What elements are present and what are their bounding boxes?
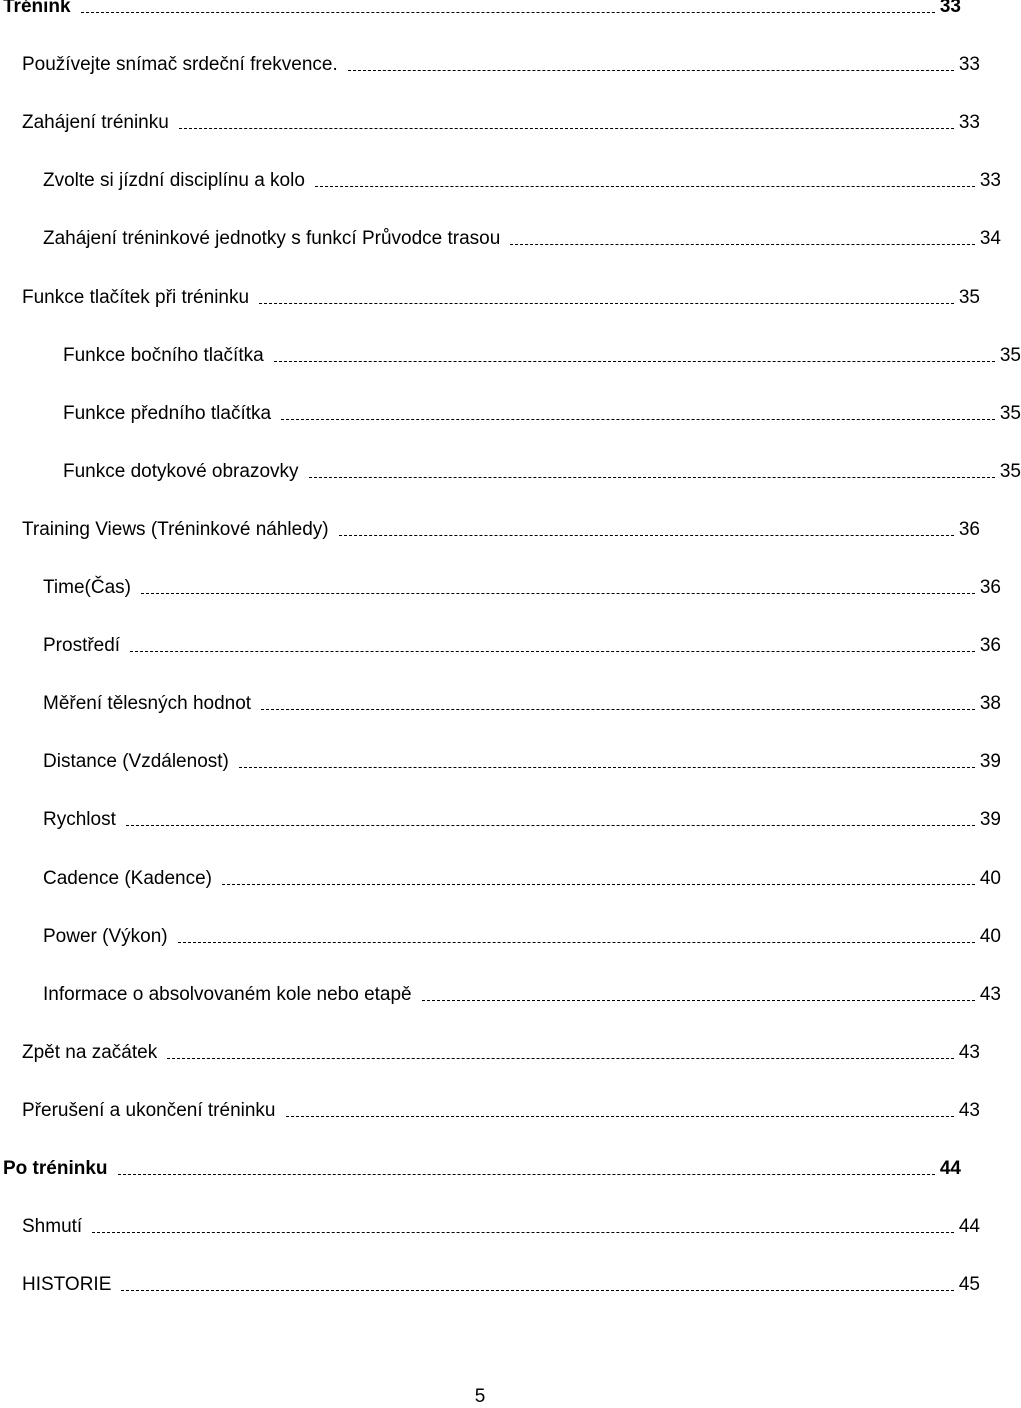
dot-leader <box>261 709 975 710</box>
dot-leader <box>126 825 975 826</box>
toc-entry-page: 36 <box>979 577 1001 598</box>
toc-entry[interactable] <box>0 685 1001 715</box>
dot-leader <box>281 419 995 420</box>
dot-leader <box>348 70 954 71</box>
toc-entry-title: Funkce bočního tlačítka <box>63 344 264 366</box>
toc-entry-title: Trénink <box>3 0 71 17</box>
toc-entry-title: Přerušení a ukončení tréninku <box>22 1099 276 1121</box>
toc-entry[interactable] <box>0 104 980 134</box>
toc-entry-page: 38 <box>979 693 1001 715</box>
toc-entry-page: 33 <box>979 170 1001 192</box>
dot-leader <box>259 303 954 304</box>
toc-entry[interactable] <box>0 1150 961 1180</box>
dot-leader <box>286 1116 955 1117</box>
dot-leader <box>422 1000 975 1001</box>
toc-entry-page: 35 <box>999 344 1021 366</box>
toc-entry-title: Používejte snímač srdeční frekvence. <box>22 54 338 76</box>
toc-entry[interactable] <box>0 395 1021 425</box>
dot-leader <box>274 361 995 362</box>
dot-leader <box>121 1290 954 1291</box>
toc-entry[interactable] <box>0 279 980 309</box>
toc-entry[interactable] <box>0 1208 980 1238</box>
dot-leader <box>222 884 975 885</box>
toc-entry-title: Zahájení tréninku <box>22 112 169 134</box>
toc-entry[interactable] <box>0 918 1001 948</box>
toc-entry[interactable] <box>0 801 1001 831</box>
toc-entry[interactable] <box>0 743 1001 773</box>
dot-leader <box>141 593 975 594</box>
toc-entry-page: 43 <box>958 1099 980 1121</box>
toc-entry-title: Funkce předního tlačítka <box>63 402 272 424</box>
toc-entry-page: 39 <box>979 809 1001 831</box>
dot-leader <box>315 186 975 187</box>
toc-entry-title: Měření tělesných hodnot <box>43 693 252 715</box>
toc-entry[interactable] <box>0 569 1001 599</box>
dot-leader <box>167 1058 954 1059</box>
toc-entry-page: 33 <box>958 112 980 134</box>
toc-entry-title: Rychlost <box>43 809 116 831</box>
toc-entry[interactable] <box>0 162 1001 192</box>
toc-entry-title: Funkce tlačítek při tréninku <box>22 286 250 308</box>
toc-entry[interactable] <box>0 46 980 76</box>
toc-entry-title: Po tréninku <box>3 1158 108 1179</box>
toc-entry-title: Informace o absolvovaném kole nebo etapě <box>43 983 412 1005</box>
toc-entry-page: 39 <box>979 751 1001 773</box>
dot-leader <box>81 12 935 13</box>
toc-entry-page: 34 <box>979 228 1001 250</box>
toc-entry-page: 43 <box>958 1041 980 1063</box>
dot-leader <box>130 651 975 652</box>
toc-entry-title: Zvolte si jízdní disciplínu a kolo <box>43 170 305 192</box>
toc-entry[interactable] <box>0 0 961 18</box>
dot-leader <box>239 767 975 768</box>
dot-leader <box>92 1232 954 1233</box>
toc-entry[interactable] <box>0 627 1001 657</box>
toc-entry[interactable] <box>0 976 1001 1006</box>
toc-entry[interactable] <box>0 337 1021 367</box>
toc-entry-title: Cadence (Kadence) <box>43 867 212 889</box>
toc-entry[interactable] <box>0 453 1021 483</box>
toc-entry-page: 36 <box>958 518 980 540</box>
toc-entry[interactable] <box>0 511 980 541</box>
toc-entry-page: 40 <box>979 867 1001 889</box>
toc-entry-page: 35 <box>958 286 980 308</box>
toc-entry-page: 35 <box>999 460 1021 482</box>
toc-entry-title: Shmutí <box>22 1216 83 1238</box>
toc-entry-title: Power (Výkon) <box>43 925 168 947</box>
toc-entry-title: Zahájení tréninkové jednotky s funkcí Průvodce trasou <box>43 228 501 250</box>
toc-entry[interactable] <box>0 1092 980 1122</box>
toc-entry[interactable] <box>0 1266 980 1296</box>
toc-entry-page: 44 <box>958 1216 980 1238</box>
toc-entry-page: 33 <box>939 0 961 17</box>
toc-entry-page: 45 <box>958 1274 980 1296</box>
toc-entry-page: 36 <box>979 635 1001 657</box>
toc-entry-page: 40 <box>979 925 1001 947</box>
toc-entry-page: 43 <box>979 983 1001 1005</box>
dot-leader <box>339 535 954 536</box>
toc-entry-title: Time(Čas) <box>43 577 131 598</box>
toc-entry-title: HISTORIE <box>22 1274 112 1296</box>
toc-entry[interactable] <box>0 220 1001 250</box>
dot-leader <box>309 477 995 478</box>
toc-entry[interactable] <box>0 860 1001 890</box>
toc-entry-page: 35 <box>999 402 1021 424</box>
toc-entry-title: Funkce dotykové obrazovky <box>63 460 299 482</box>
page-number: 5 <box>474 1386 486 1407</box>
toc-entry-title: Distance (Vzdálenost) <box>43 751 229 773</box>
dot-leader <box>178 942 975 943</box>
toc-entry-title: Zpět na začátek <box>22 1041 158 1063</box>
toc-entry-title: Prostředí <box>43 635 121 657</box>
toc-entry-title: Training Views (Tréninkové náhledy) <box>22 518 329 540</box>
dot-leader <box>510 244 975 245</box>
dot-leader <box>118 1174 935 1175</box>
toc-entry[interactable] <box>0 1034 980 1064</box>
toc-entry-page: 44 <box>939 1158 961 1179</box>
dot-leader <box>179 128 954 129</box>
toc-entry-page: 33 <box>958 54 980 76</box>
